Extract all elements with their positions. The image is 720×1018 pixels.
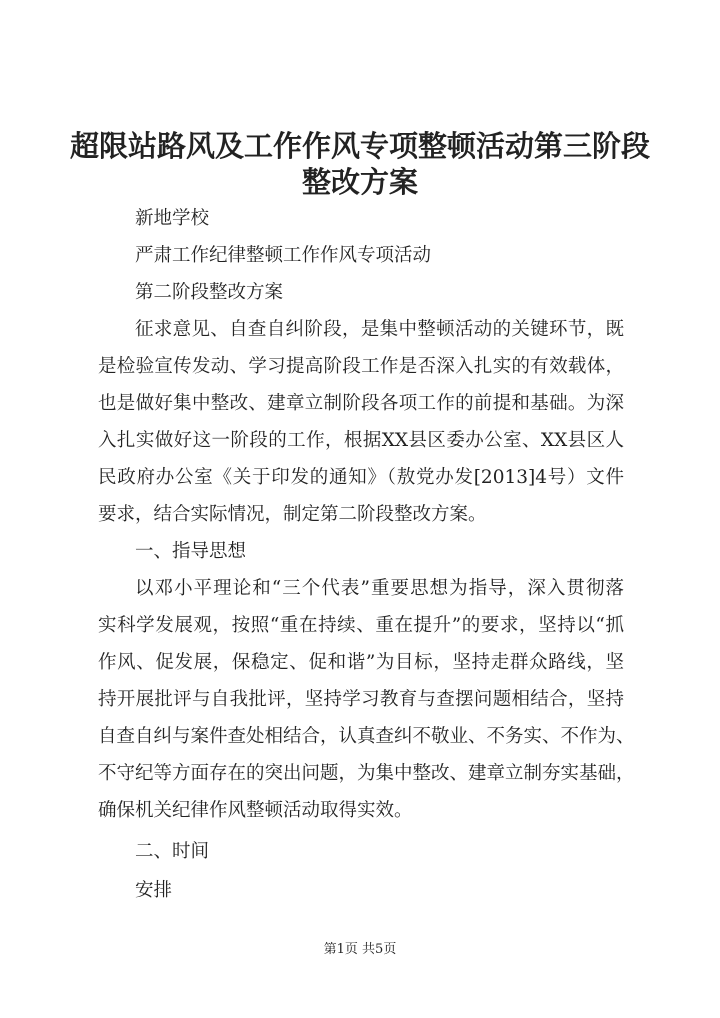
text-line: 自查自纠与案件查处相结合，认真查纠不敬业、不务实、不作为、 <box>98 726 635 747</box>
title-line: 超限站路风及工作作风专项整顿活动第三阶段 <box>69 129 650 163</box>
section-subheading: 安排 <box>135 880 173 901</box>
paragraph-guiding <box>98 570 635 829</box>
document-body <box>98 200 635 909</box>
text-line: 以邓小平理论和“三个代表”重要思想为指导，深入贯彻落 <box>135 578 624 599</box>
text-line: 实科学发展观，按照“重在持续、重在提升”的要求，坚持以“抓 <box>98 615 624 636</box>
text-line: 征求意见、自查自纠阶段，是集中整顿活动的关键环节，既 <box>135 319 624 340</box>
text-line: 确保机关纪律作风整顿活动取得实效。 <box>98 800 413 821</box>
text-line: 是检验宣传发动、学习提高阶段工作是否深入扎实的有效载体， <box>98 356 624 377</box>
section-heading: 一、指导思想 <box>135 541 247 562</box>
paragraph-intro <box>98 311 624 533</box>
page-footer: 第1页 共5页 <box>323 942 397 957</box>
text-line: 不守纪等方面存在的突出问题，为集中整改、建章立制夯实基础， <box>98 763 635 784</box>
school-name: 新地学校 <box>135 208 210 229</box>
activity-name: 严肃工作纪律整顿工作作风专项活动 <box>135 245 432 266</box>
section-heading: 二、时间 <box>135 841 210 862</box>
text-line: 民政府办公室《关于印发的通知》（敖党办发[2013]4号）文件 <box>98 467 624 488</box>
document-title <box>60 128 660 200</box>
title-line: 整改方案 <box>301 165 418 199</box>
text-line: 入扎实做好这一阶段的工作，根据XX县区委办公室、XX县区人 <box>98 430 624 451</box>
plan-name: 第二阶段整改方案 <box>135 282 284 303</box>
text-line: 持开展批评与自我批评，坚持学习教育与查摆问题相结合，坚持 <box>98 689 624 710</box>
text-line: 作风、促发展，保稳定、促和谐”为目标，坚持走群众路线，坚 <box>98 652 624 673</box>
text-line: 要求，结合实际情况，制定第二阶段整改方案。 <box>98 504 487 525</box>
text-line: 也是做好集中整改、建章立制阶段各项工作的前提和基础。为深 <box>98 393 624 414</box>
